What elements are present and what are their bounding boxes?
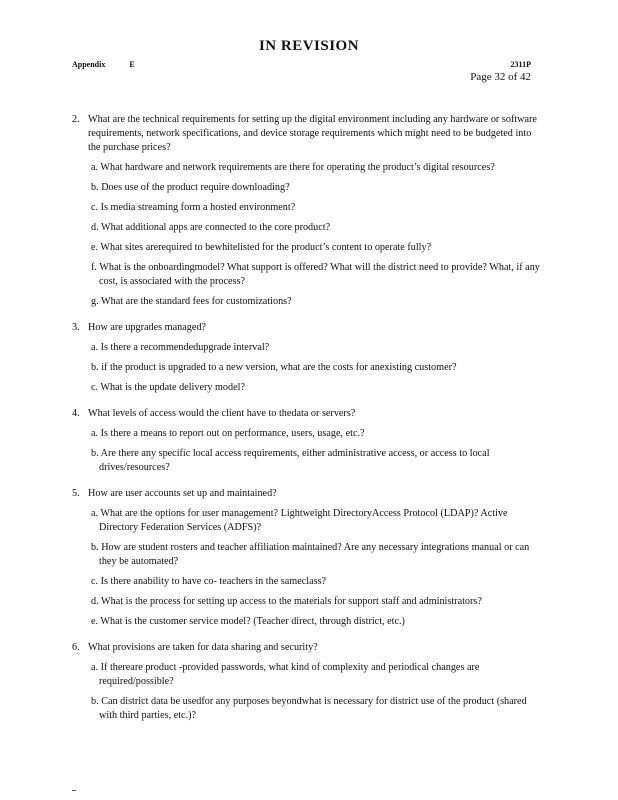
sub-questions [91,341,546,395]
sub-question: g. What are the standard fees for customizations? [91,296,292,307]
sub-question: a. Is there a recommendedupgrade interval? [91,342,270,353]
question-text: How are upgrades managed? [88,322,206,333]
sub-question: a. What are the options for user management? Lightweight DirectoryAccess Protocol (LDAP)? Active Directory Federation Services (ADFS)? [91,508,508,533]
sub-question: b. Are there any specific local access requirements, either administrative access, or access to local drives/resources? [91,448,490,473]
sub-question: d. What additional apps are connected to the core product? [91,222,331,233]
section-4 [72,407,546,475]
sub-questions [91,427,546,475]
sub-question: c. Is there anability to have co- teachers in the sameclass? [91,576,327,587]
sub-question: a. What hardware and network requirements are there for operating the product’s digital resources? [91,162,495,173]
sub-question: d. What is the process for setting up access to the materials for support staff and administrators? [91,596,482,607]
sub-question: b. How are student rosters and teacher affiliation maintained? Are any necessary integrations manual or can they be automated? [91,542,530,567]
sub-question: f. What is the onboardingmodel? What support is offered? What will the district need to provide? What, if any cost, is associated with the process? [91,262,540,287]
page-title: IN REVISION [258,38,360,54]
section-5 [72,487,546,629]
sub-question: b. Can district data be usedfor any purposes beyondwhat is necessary for district use of the product (shared with third parties, etc.)? [91,696,527,721]
question [72,407,546,421]
sub-question: e. What is the customer service model? (Teacher direct, through district, etc.) [91,616,405,627]
footer-mark [72,790,76,791]
sub-questions [91,161,546,309]
sub-question: a. If thereare product -provided passwords, what kind of complexity and periodical changes are required/possible? [91,662,480,687]
appendix-label [72,60,135,69]
question-number: 2. [72,114,80,125]
question-number: 5. [72,488,80,499]
section-2 [72,113,546,309]
sub-question: b. if the product is upgraded to a new version, what are the costs for anexisting customer? [91,362,457,373]
question-number: 4. [72,408,80,419]
question-text: How are user accounts set up and maintained? [88,488,277,499]
sub-questions [91,661,546,723]
sub-question: c. What is the update delivery model? [91,382,245,393]
question-number: 6. [72,642,80,653]
question [72,487,546,501]
question-text: What provisions are taken for data sharing and security? [88,642,318,653]
question-text: What are the technical requirements for setting up the digital environment including any hardware or software requirements, network specifications, and device storage requirements which might need to be budgeted into the purchase prices? [88,114,537,153]
sub-question: b. Does use of the product require downloading? [91,182,290,193]
question-list [72,113,546,735]
section-6 [72,641,546,723]
appendix-letter: E [129,60,135,69]
section-3 [72,321,546,395]
question [72,641,546,655]
document-code: 2311P [510,60,531,69]
question [72,321,546,335]
page-number: Page 32 of 42 [470,71,531,83]
question-text: What levels of access would the client have to thedata or servers? [88,408,356,419]
appendix-word: Appendix [72,60,106,69]
question-number: 3. [72,322,80,333]
sub-question: e. What sites arerequired to bewhitelisted for the product’s content to operate fully? [91,242,432,253]
sub-question: c. Is media streaming form a hosted environment? [91,202,296,213]
sub-question: a. Is there a means to report out on performance, users, usage, etc.? [91,428,365,439]
sub-questions [91,507,546,629]
question [72,113,546,155]
